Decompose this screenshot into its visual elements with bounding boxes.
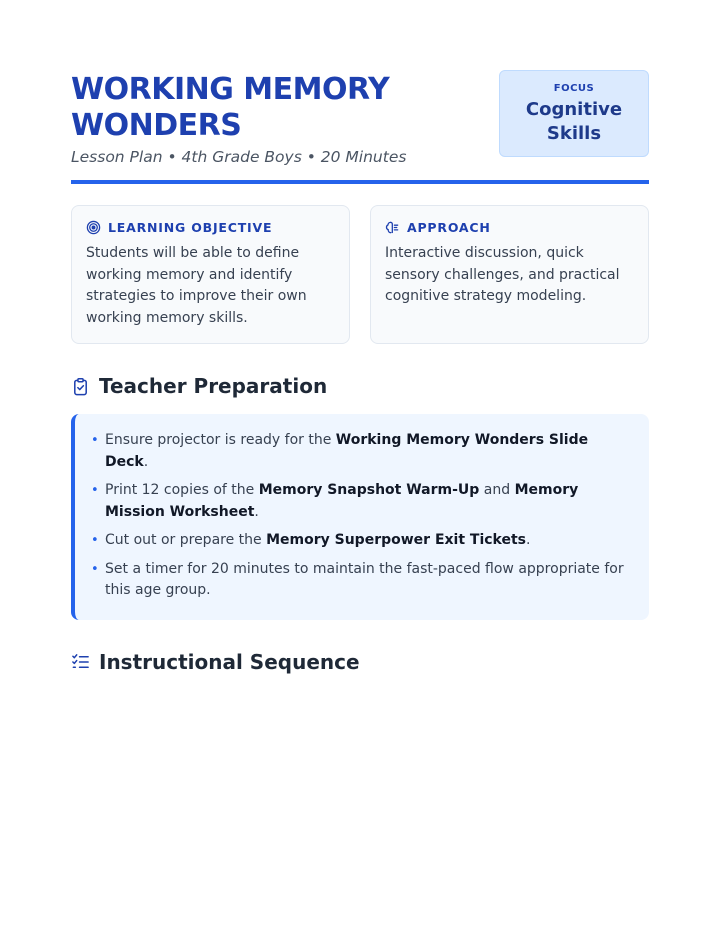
header-divider — [71, 180, 649, 184]
teacher-preparation-heading — [71, 374, 649, 398]
title-line-2: WONDERS — [71, 108, 242, 143]
approach-title: APPROACH — [407, 220, 491, 235]
teacher-preparation-title: Teacher Preparation — [99, 374, 328, 398]
preparation-list — [91, 430, 625, 602]
list-item: • Cut out or prepare the Memory Superpower Exit Tickets. — [91, 530, 625, 552]
preparation-box — [71, 414, 649, 620]
objective-card-header — [86, 220, 335, 235]
target-icon — [86, 220, 101, 235]
focus-badge — [499, 70, 649, 157]
list-item: • Print 12 copies of the Memory Snapshot Warm-Up and Memory Mission Worksheet. — [91, 480, 625, 523]
instructional-sequence-title: Instructional Sequence — [99, 649, 360, 674]
title-block — [71, 70, 406, 166]
info-cards — [71, 205, 649, 344]
page-title — [71, 72, 406, 144]
clipboard-check-icon — [71, 377, 90, 396]
list-item: • Set a timer for 20 minutes to maintain the fast-paced flow appropriate for this age group. — [91, 559, 625, 602]
objective-card — [71, 205, 350, 344]
objective-text: Students will be able to define working memory and identify strategies to improve their own working memory skills. — [86, 245, 307, 326]
focus-value-line-1: Cognitive — [525, 99, 623, 120]
approach-card-header — [385, 220, 634, 235]
objective-title: LEARNING OBJECTIVE — [108, 220, 273, 235]
approach-text: Interactive discussion, quick sensory challenges, and practical cognitive strategy modeling. — [385, 245, 620, 304]
title-line-1: WORKING MEMORY — [71, 72, 390, 107]
brain-icon — [385, 220, 400, 235]
focus-label: FOCUS — [553, 83, 595, 94]
subtitle: Lesson Plan • 4th Grade Boys • 20 Minutes — [71, 148, 407, 166]
list-check-icon — [71, 652, 90, 671]
focus-value-line-2: Skills — [546, 123, 602, 144]
focus-value — [500, 98, 648, 146]
header — [71, 0, 649, 180]
approach-card — [370, 205, 649, 344]
instructional-sequence-heading — [71, 650, 649, 674]
list-item: • Ensure projector is ready for the Working Memory Wonders Slide Deck. — [91, 430, 625, 473]
